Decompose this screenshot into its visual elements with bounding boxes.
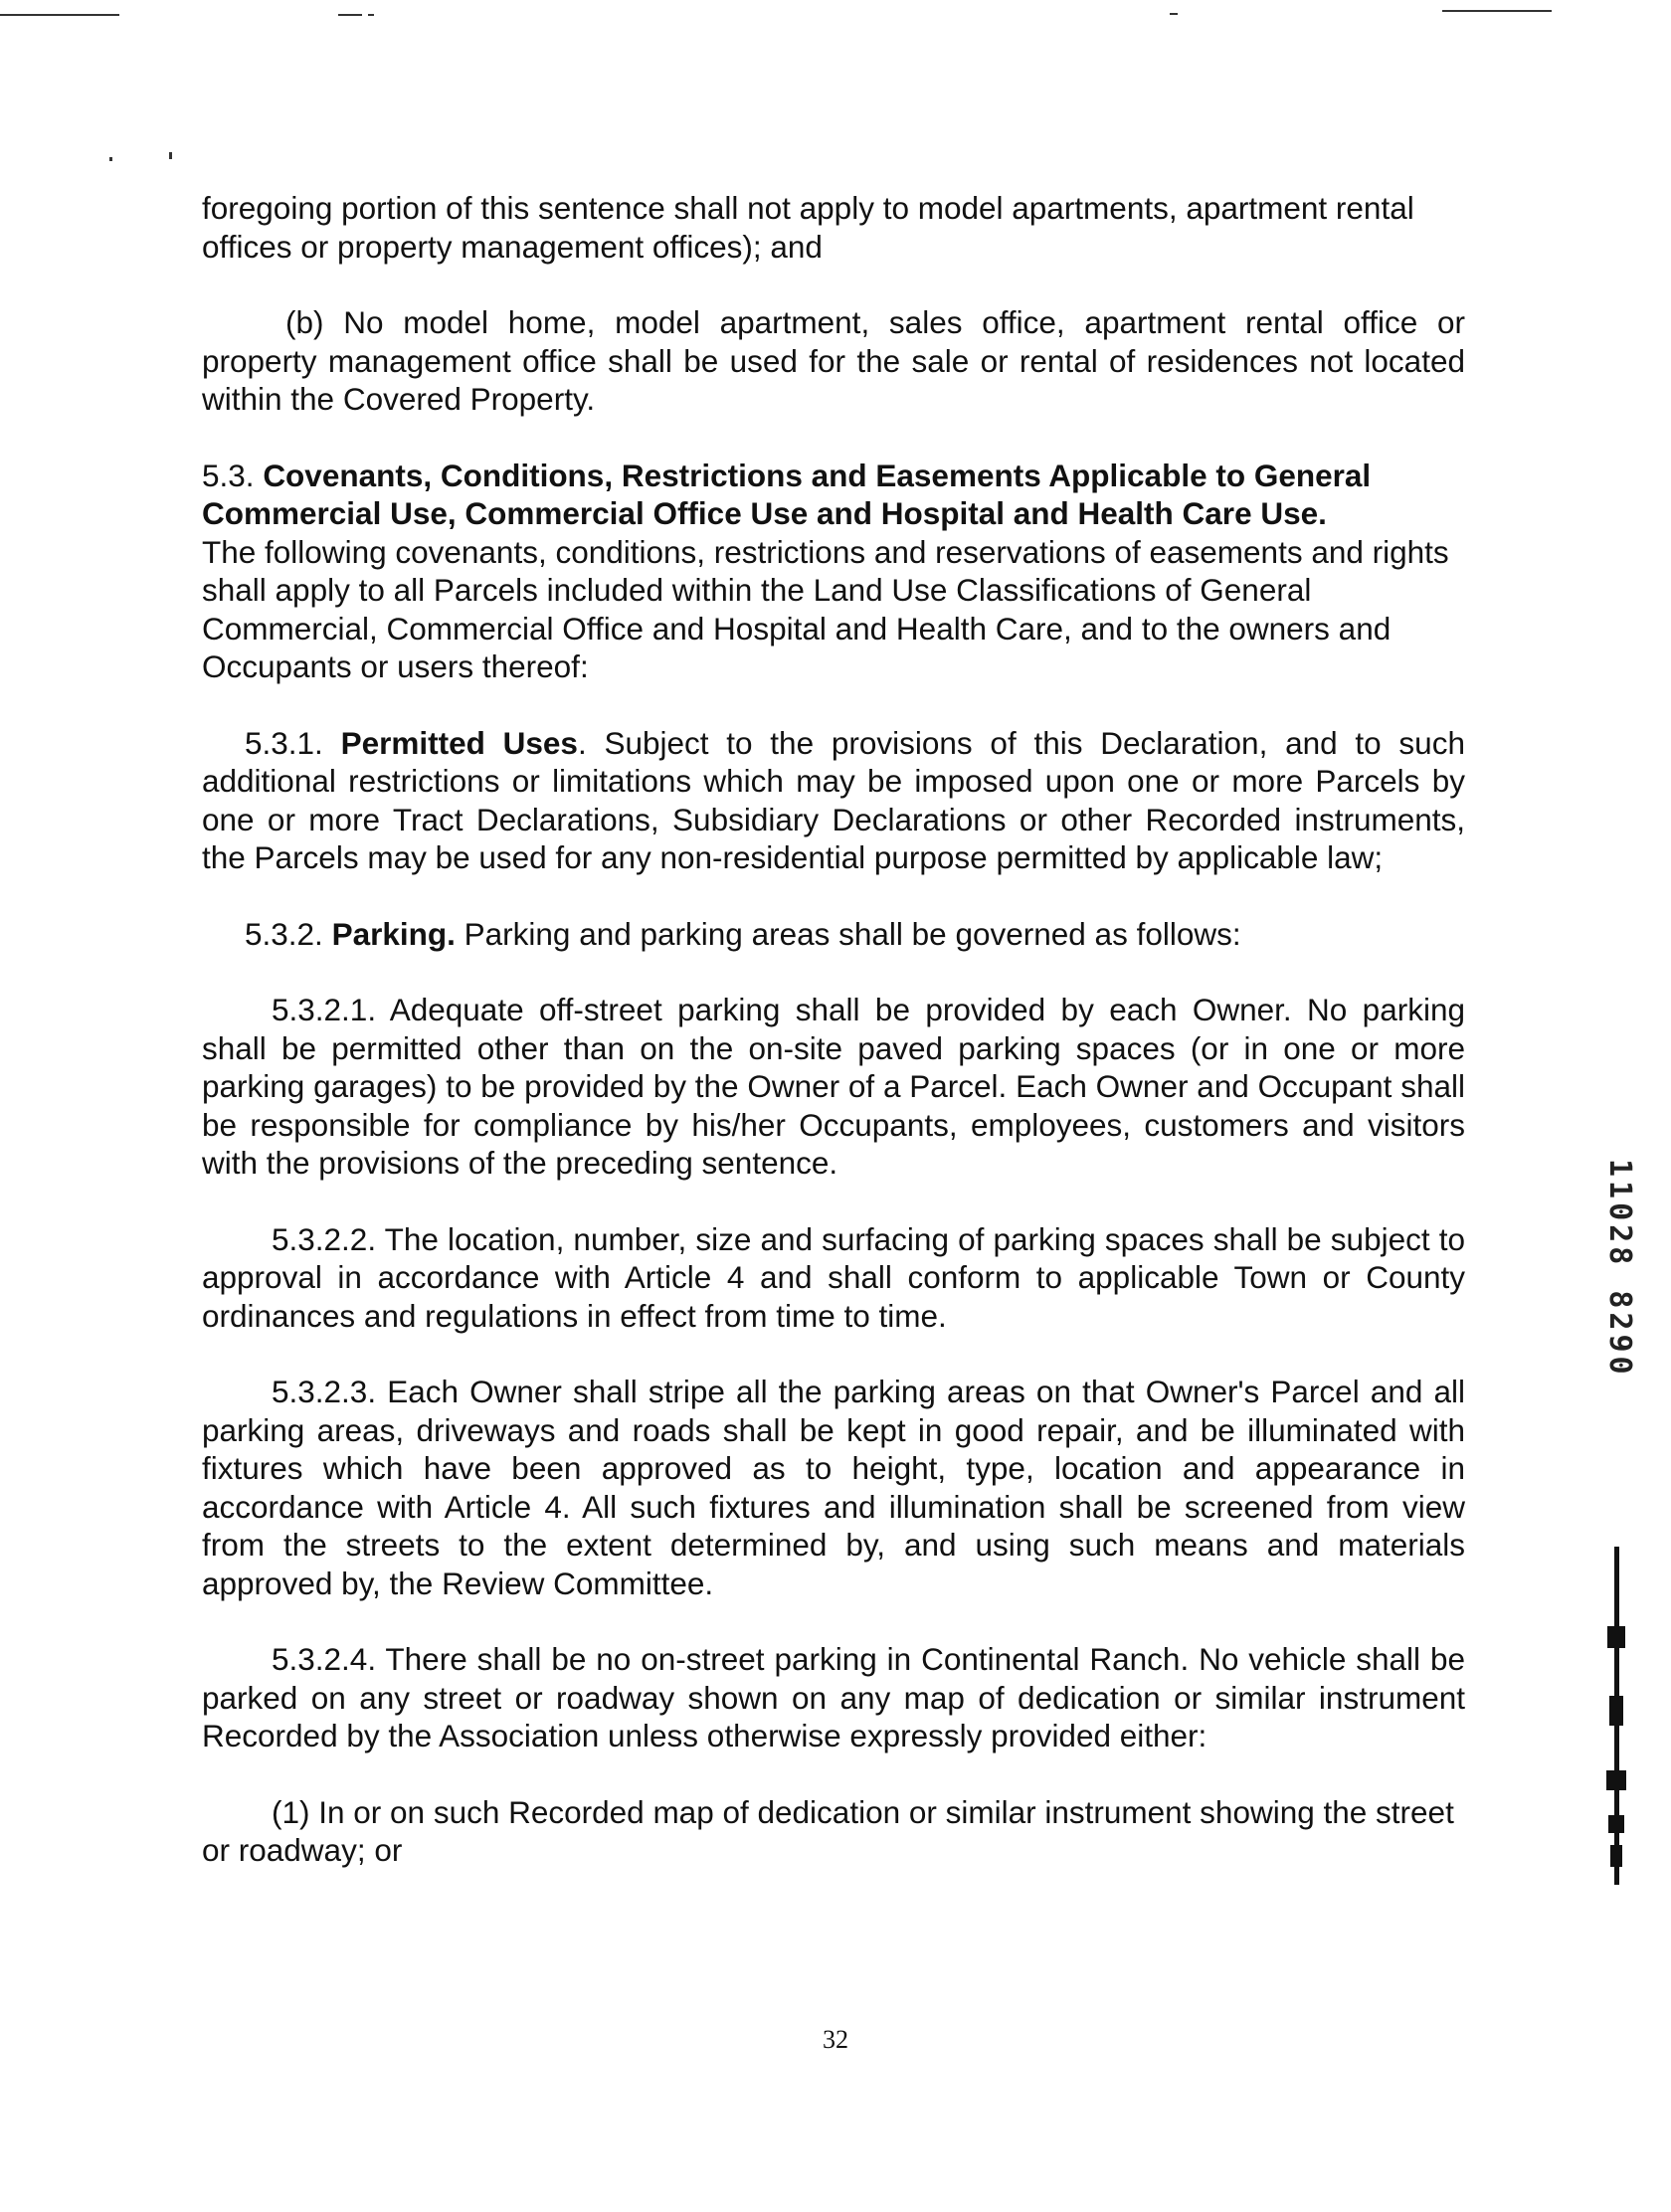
list-item-1: (1) In or on such Recorded map of dedication or similar instrument showing the street or roadway; or xyxy=(202,1793,1454,1868)
section-5-3-1-body: . Subject to the provisions of this Declaration, and to such additional restrictions or limitations which may be imposed upon one or more Parcels by one or more Tract Declarations, Subsidiary Declarations or other Recorded instruments, the Parcels may be used for any non-residential purpose permitted by applicable law; xyxy=(202,724,1465,875)
scan-artifact-line xyxy=(368,14,374,16)
section-5-3-body: The following covenants, conditions, restrictions and reservations of easements and rights shall apply to all Parcels included within the Land Use Classifications of General Commercial, Commercial Office and Hospital and Health Care, and to the owners and Occupants or users thereof: xyxy=(202,533,1449,684)
section-5-3-number: 5.3. xyxy=(202,457,255,493)
section-5-3-2-heading: Parking. xyxy=(331,915,456,952)
paragraph-b-model-home: (b) No model home, model apartment, sales office, apartment rental office or property management office shall be used for the sale or rental of residences not located within the Covered Property. xyxy=(202,304,1465,417)
section-5-3-1-number: 5.3.1. xyxy=(245,724,323,761)
section-5-3-1-heading: Permitted Uses xyxy=(340,724,578,761)
scan-artifact-line xyxy=(1442,10,1552,12)
document-body xyxy=(202,189,1465,1908)
section-5-3-2-1: 5.3.2.1. Adequate off-street parking shall be provided by each Owner. No parking shall be permitted other than on the on-site paved parking spaces (or in one or more parking garages) to be provided by the Owner of a Parcel. Each Owner and Occupant shall be responsible for compliance by his/her Occupants, employees, customers and visitors with the provisions of the preceding sentence. xyxy=(202,992,1465,1181)
section-5-3-1 xyxy=(202,724,1465,877)
section-5-3-heading: Covenants, Conditions, Restrictions and Easements Applicable to General Commercial Use, Commercial Office Use and Hospital and Health Care Use. xyxy=(202,457,1372,531)
section-5-3 xyxy=(202,457,1465,686)
recording-stamp xyxy=(1597,1159,1637,1895)
page-number: 32 xyxy=(823,2025,848,2054)
scan-artifact-line xyxy=(338,14,362,16)
section-5-3-2-number: 5.3.2. xyxy=(245,915,323,952)
section-5-3-2-body: Parking and parking areas shall be governed as follows: xyxy=(464,915,1241,952)
section-5-3-2-4: 5.3.2.4. There shall be no on-street parking in Continental Ranch. No vehicle shall be parked on any street or roadway shown on any map of dedication or similar instrument Recorded by the Association unless otherwise expressly provided either: xyxy=(202,1641,1465,1753)
recording-stamp-bar-icon xyxy=(1597,1547,1637,1885)
section-5-3-2 xyxy=(202,915,1465,954)
scan-artifact-dot xyxy=(169,152,172,159)
scan-artifact-line xyxy=(0,14,119,16)
scan-artifact-line xyxy=(1170,13,1178,15)
section-5-3-2-3: 5.3.2.3. Each Owner shall stripe all the parking areas on that Owner's Parcel and all parking areas, driveways and roads shall be kept in good repair, and be illuminated with fixtures which have been approved as to height, type, location and appearance in accordance with Article 4. All such fixtures and illumination shall be screened from view from the streets to the extent determined by, and using such means and materials approved by, the Review Committee. xyxy=(202,1374,1465,1601)
paragraph-continuation: foregoing portion of this sentence shall not apply to model apartments, apartment rental offices or property management offices); and xyxy=(202,190,1414,265)
section-5-3-2-2: 5.3.2.2. The location, number, size and surfacing of parking spaces shall be subject to approval in accordance with Article 4 and shall conform to applicable Town or County ordinances and regulations in effect from time to time. xyxy=(202,1220,1465,1334)
scan-artifact-dot xyxy=(109,157,112,161)
recording-stamp-number: 11028 8290 xyxy=(1602,1159,1637,1379)
